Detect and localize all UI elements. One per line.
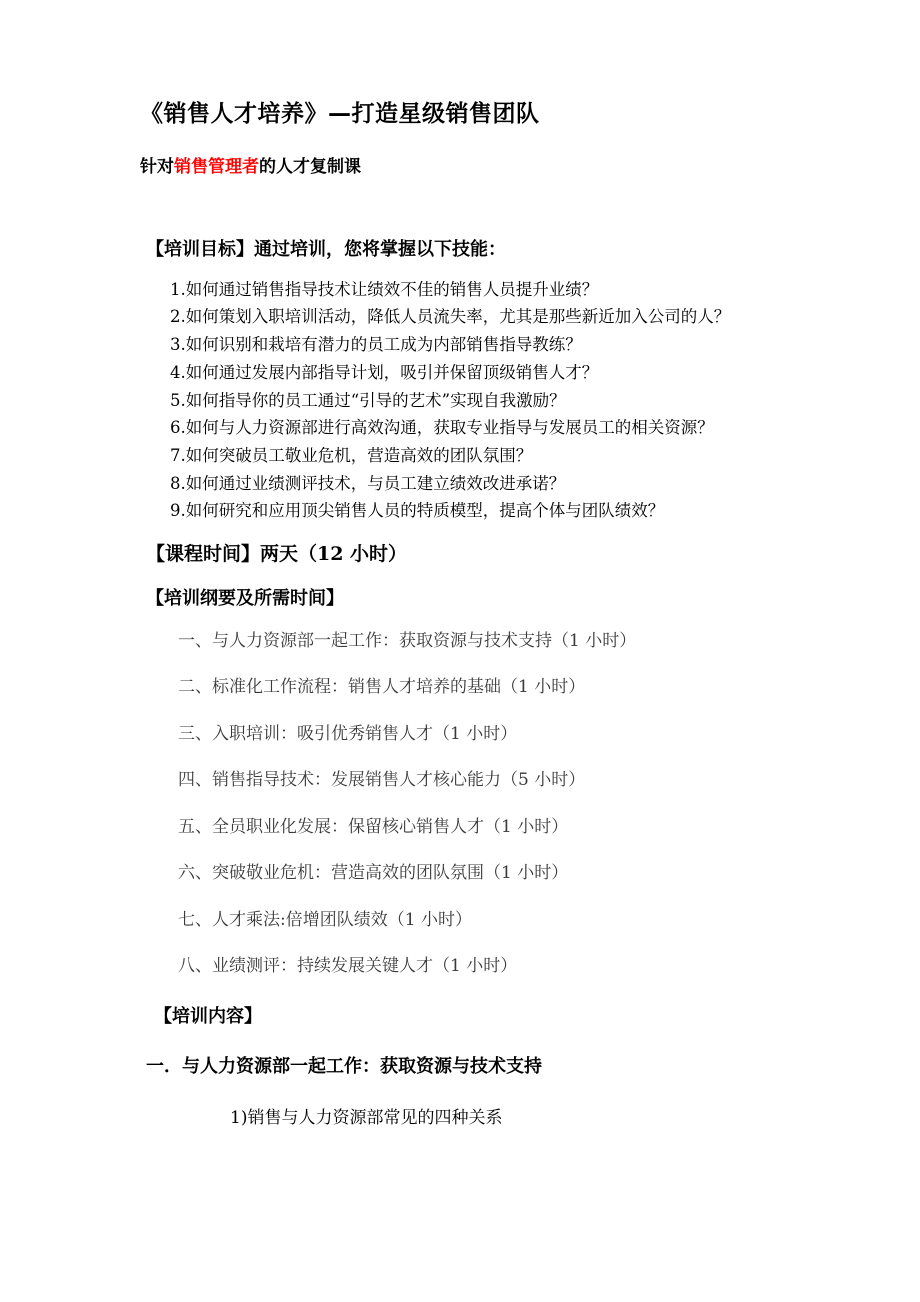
list-item: 一、与人力资源部一起工作：获取资源与技术支持（1 小时） [178,630,637,651]
list-item: 如何通过发展内部指导计划，吸引并保留顶级销售人才？ [185,362,599,382]
list-item: 三、入职培训：吸引优秀销售人才（1 小时） [178,723,518,744]
list-item: 七、人才乘法:倍增团队绩效（1 小时） [178,909,472,930]
list-item: 如何研究和应用顶尖销售人员的特质模型，提高个体与团队绩效？ [185,501,665,521]
list-item: 五、全员职业化发展：保留核心销售人才（1 小时） [178,816,569,837]
objectives-heading: 【培训目标】通过培训，您将掌握以下技能： [146,238,506,260]
list-item: 如何识别和栽培有潜力的员工成为内部销售指导教练？ [185,335,582,355]
list-item: 如何策划入职培训活动，降低人员流失率，尤其是那些新近加入公司的人？ [185,307,731,327]
list-item: 如何通过销售指导技术让绩效不佳的销售人员提升业绩？ [185,279,599,299]
list-item: 如何与人力资源部进行高效沟通，获取专业指导与发展员工的相关资源？ [185,418,714,438]
list-item: 如何突破员工敬业危机，营造高效的团队氛围？ [185,446,533,465]
objectives-list [140,277,824,525]
list-item: 如何通过业绩测评技术，与员工建立绩效改进承诺？ [185,473,566,493]
chapter-one-subitem: 1)销售与人力资源部常见的四种关系 [230,1107,503,1128]
outline-heading: 【培训纲要及所需时间】 [146,587,344,609]
subtitle-prefix: 针对 [140,156,174,177]
page-title: 《销售人才培养》—打造星级销售团队 [140,101,540,127]
list-item: 八、业绩测评：持续发展关键人才（1 小时） [178,956,518,977]
chapter-one-heading: 一．与人力资源部一起工作：获取资源与技术支持 [146,1055,542,1077]
outline-list [140,629,824,980]
list-item: 四、销售指导技术：发展销售人才核心能力（5 小时） [178,770,586,791]
document-subtitle [140,156,824,180]
content-heading: 【培训内容】 [154,1005,262,1027]
list-item: 六、突破敬业危机：营造高效的团队氛围（1 小时） [178,863,569,884]
subtitle-suffix: 的人才复制课 [259,156,361,177]
list-item: 二、标准化工作流程：销售人才培养的基础（1 小时） [178,677,586,698]
list-item: 如何指导你的员工通过“引导的艺术”实现自我激励？ [185,390,566,410]
subtitle-highlight: 销售管理者 [174,156,259,177]
course-time: 【课程时间】两天（12 小时） [146,543,408,566]
